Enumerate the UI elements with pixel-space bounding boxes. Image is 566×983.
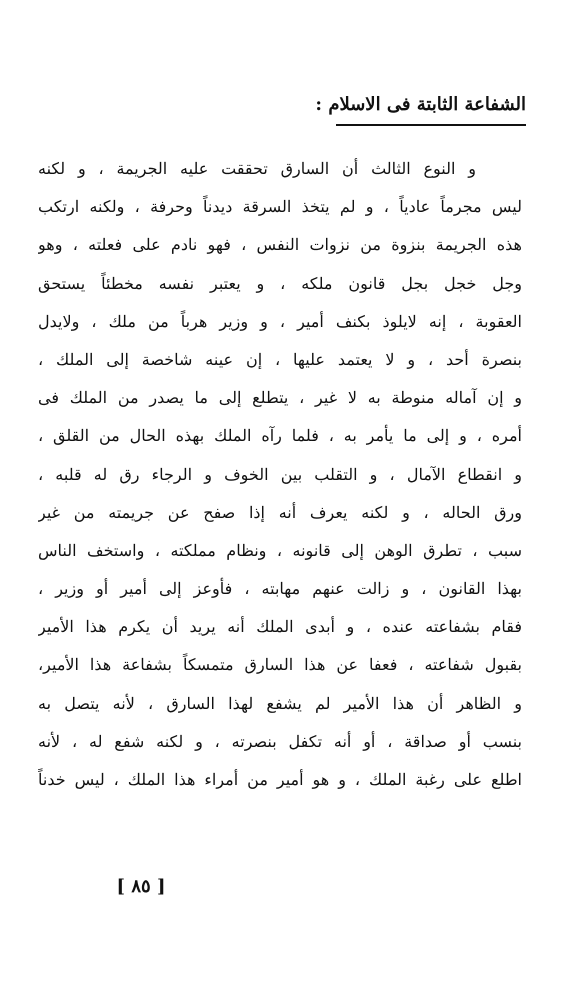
text-line: ورق الحاله ، و لكنه يعرف أنه إذا صفح عن جريمته من غير	[38, 502, 522, 522]
text-line: بنصرة أحد ، و لا يعتمد عليها ، إن عينه شاخصة إلى الملك ،	[38, 349, 522, 369]
text-line: و إن آماله منوطة به لا غير ، يتطلع إلى ما يصدر من الملك فى	[38, 388, 522, 408]
page-header	[40, 92, 526, 132]
text-line: اطلع على رغبة الملك ، و هو أمير من أمراء هذا الملك ، ليس خدناً	[38, 770, 522, 789]
running-head: الشفاعة الثابتة فى الاسلام :	[315, 94, 526, 115]
text-line: و انقطاع الآمال ، و التقلب بين الخوف و الرجاء رق له قلبه ،	[38, 464, 522, 484]
text-line: بقبول شفاعته ، فعفا عن هذا السارق متمسكاً بشفاعة هذا الأمير،	[38, 655, 522, 675]
text-line: ليس مجرماً عادياً ، و لم يتخذ السرقة ديدناً وحرفة ، ولكنه ارتكب	[38, 197, 522, 217]
text-line: سبب ، تطرق الوهن إلى قانونه ، ونظام مملكته ، واستخف الناس	[38, 540, 522, 560]
text-line: فقام بشفاعته عنده ، و أبدى الملك أنه يريد أن يكرم هذا الأمير	[38, 617, 522, 637]
text-line: هذه الجريمة بنزوة من نزوات النفس ، فهو نادم على فعلته ، وهو	[38, 235, 522, 255]
text-line: بنسب أو صداقة ، أو أنه تكفل بنصرته ، و لكنه شفع له ، لأنه	[38, 731, 522, 751]
body-text	[38, 150, 522, 799]
text-line: و النوع الثالث أن السارق تحققت عليه الجريمة ، و لكنه	[38, 159, 476, 178]
text-line: أمره ، و إلى ما يأمر به ، فلما رآه الملك بهذه الحال من القلق ،	[38, 426, 522, 446]
text-line: و الظاهر أن هذا الأمير لم يشفع لهذا السارق ، لأنه يتصل به	[38, 693, 522, 713]
text-line: العقوبة ، إنه لايلوذ بكنف أمير ، و وزير هرباً من ملك ، ولايدل	[38, 311, 522, 331]
text-line: بهذا القانون ، و زالت عنهم مهابته ، فأوعز إلى أمير أو وزير ،	[38, 579, 522, 599]
header-rule	[336, 124, 526, 126]
text-line: وجل خجل بجل قانون ملكه ، و يعتبر نفسه مخطئاً يستحق	[38, 273, 522, 293]
page-number: [ ٨٥ ]	[116, 876, 166, 897]
